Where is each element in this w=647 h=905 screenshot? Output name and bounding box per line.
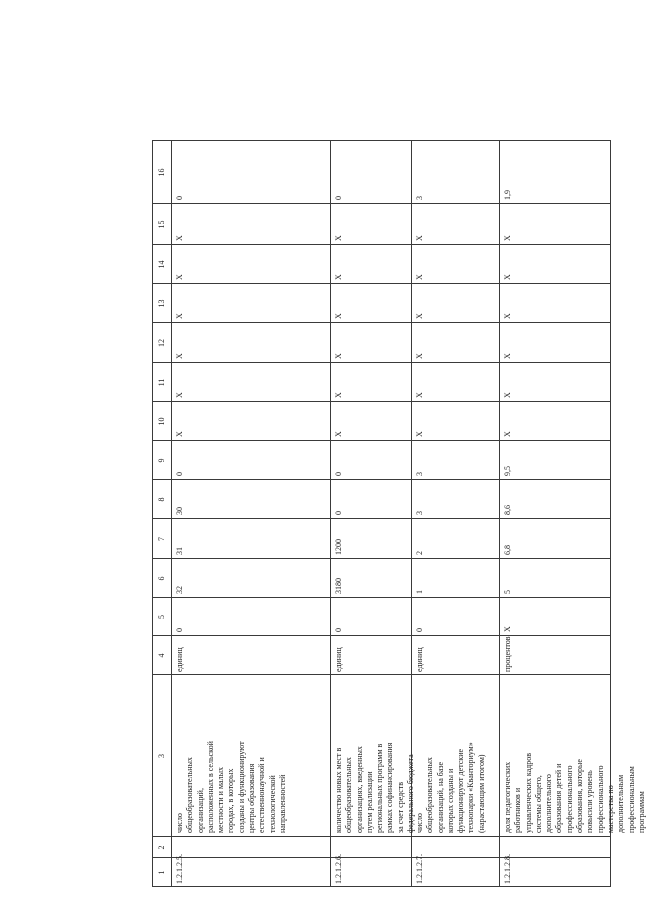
row-value-col-12: X <box>175 353 184 359</box>
table-rule-v <box>152 401 611 402</box>
row-value-col-8: 8,6 <box>503 505 512 515</box>
table-rule-v <box>152 479 611 480</box>
row-number: 1.2.1.2.6. <box>334 854 343 884</box>
row-unit: единиц <box>415 647 424 672</box>
row-value-col-8: 3 <box>415 511 424 515</box>
table-rule-h <box>499 140 500 887</box>
table-rule-v <box>152 518 611 519</box>
table-rule-v <box>152 362 611 363</box>
table-rule-v <box>152 635 611 636</box>
row-number: 1.2.1.2.5. <box>175 854 184 884</box>
table-rule-v <box>152 140 611 141</box>
row-value-col-6: 32 <box>175 586 184 594</box>
row-value-col-5: 0 <box>334 628 343 632</box>
row-value-col-14: X <box>334 274 343 280</box>
row-value-col-13: X <box>334 313 343 319</box>
header-col-15: 15 <box>157 220 166 229</box>
row-value-col-12: X <box>415 353 424 359</box>
header-col-13: 13 <box>157 299 166 308</box>
row-value-col-12: X <box>334 353 343 359</box>
table-rule-v <box>152 440 611 441</box>
row-value-col-12: X <box>503 353 512 359</box>
row-value-col-9: 9,5 <box>503 466 512 476</box>
row-unit: единиц <box>334 647 343 672</box>
row-value-col-6: 1 <box>415 590 424 594</box>
row-value-col-10: X <box>415 431 424 437</box>
row-value-col-13: X <box>175 313 184 319</box>
row-value-col-14: X <box>175 274 184 280</box>
row-value-col-10: X <box>175 431 184 437</box>
header-col-1: 1 <box>157 870 166 875</box>
row-value-col-11: X <box>503 392 512 398</box>
header-col-10: 10 <box>157 417 166 426</box>
header-col-11: 11 <box>157 378 166 387</box>
header-col-8: 8 <box>157 497 166 502</box>
table-rule-h <box>171 140 172 887</box>
row-value-col-5: 0 <box>415 628 424 632</box>
row-unit: процентов <box>503 636 512 672</box>
row-value-col-10: X <box>334 431 343 437</box>
row-description: число общеобразовательных организаций, расположенных в сельской местности и малых городах, в которых созданы и функционируют центры образования естественнонаучной и технологической направленностей <box>175 741 287 833</box>
table-rule-v <box>152 857 611 858</box>
row-value-col-8: 0 <box>334 511 343 515</box>
row-description: число общеобразовательных организаций, на базе которых созданы и функционируют детские технопарки «Кванториум» (нарастающим итогом) <box>415 742 486 833</box>
header-col-14: 14 <box>157 260 166 269</box>
row-value-col-9: 0 <box>175 472 184 476</box>
row-value-col-9: 0 <box>334 472 343 476</box>
row-description: доля педагогических работников и управленческих кадров системы общего, дополнительного образования детей и профессионального образования, которые повысили уровень профессионального мастерства по дополнительным профессиональным программам <box>503 753 646 833</box>
row-value-col-6: 5 <box>503 590 512 594</box>
row-value-col-10: X <box>503 431 512 437</box>
table-rule-v <box>152 558 611 559</box>
row-value-col-5: X <box>503 626 512 632</box>
row-value-col-7: 31 <box>175 547 184 555</box>
row-description: количество новых мест в общеобразовательных организациях, введенных путем реализации региональных программ в рамках софинансирования за счет средств федерального бюджета <box>334 742 416 833</box>
header-col-2: 2 <box>157 845 166 850</box>
row-value-col-11: X <box>334 392 343 398</box>
row-value-col-15: X <box>175 235 184 241</box>
header-col-9: 9 <box>157 458 166 463</box>
row-value-col-7: 1200 <box>334 539 343 555</box>
row-value-col-6: 3180 <box>334 578 343 594</box>
table-rule-v <box>152 886 611 887</box>
table-rule-v <box>152 674 611 675</box>
row-value-col-7: 2 <box>415 551 424 555</box>
row-value-col-16: 3 <box>415 196 424 200</box>
row-value-col-13: X <box>503 313 512 319</box>
row-value-col-11: X <box>175 392 184 398</box>
row-value-col-5: 0 <box>175 628 184 632</box>
table-rule-v <box>152 283 611 284</box>
row-value-col-14: X <box>503 274 512 280</box>
table-rule-v <box>152 203 611 204</box>
header-col-16: 16 <box>157 168 166 177</box>
row-value-col-15: X <box>503 235 512 241</box>
row-value-col-7: 6,8 <box>503 545 512 555</box>
table-rule-v <box>152 244 611 245</box>
row-value-col-16: 1,9 <box>503 190 512 200</box>
header-col-5: 5 <box>157 615 166 619</box>
row-value-col-15: X <box>415 235 424 241</box>
header-col-4: 4 <box>157 653 166 658</box>
row-value-col-9: 3 <box>415 472 424 476</box>
row-number: 1.2.1.2.7. <box>415 854 424 884</box>
row-value-col-11: X <box>415 392 424 398</box>
header-col-12: 12 <box>157 339 166 347</box>
row-value-col-16: 0 <box>175 196 184 200</box>
row-value-col-13: X <box>415 313 424 319</box>
row-number: 1.2.1.2.8. <box>503 854 512 884</box>
row-unit: единиц <box>175 647 184 672</box>
row-value-col-14: X <box>415 274 424 280</box>
header-col-6: 6 <box>157 576 166 581</box>
row-value-col-16: 0 <box>334 196 343 200</box>
header-col-3: 3 <box>157 754 166 758</box>
header-col-7: 7 <box>157 537 166 541</box>
table-rule-h <box>330 140 331 887</box>
table-rule-v <box>152 322 611 323</box>
row-value-col-8: 30 <box>175 507 184 515</box>
row-value-col-15: X <box>334 235 343 241</box>
table-rule-h <box>152 140 153 887</box>
table-rule-v <box>152 836 611 837</box>
table-rule-v <box>152 597 611 598</box>
